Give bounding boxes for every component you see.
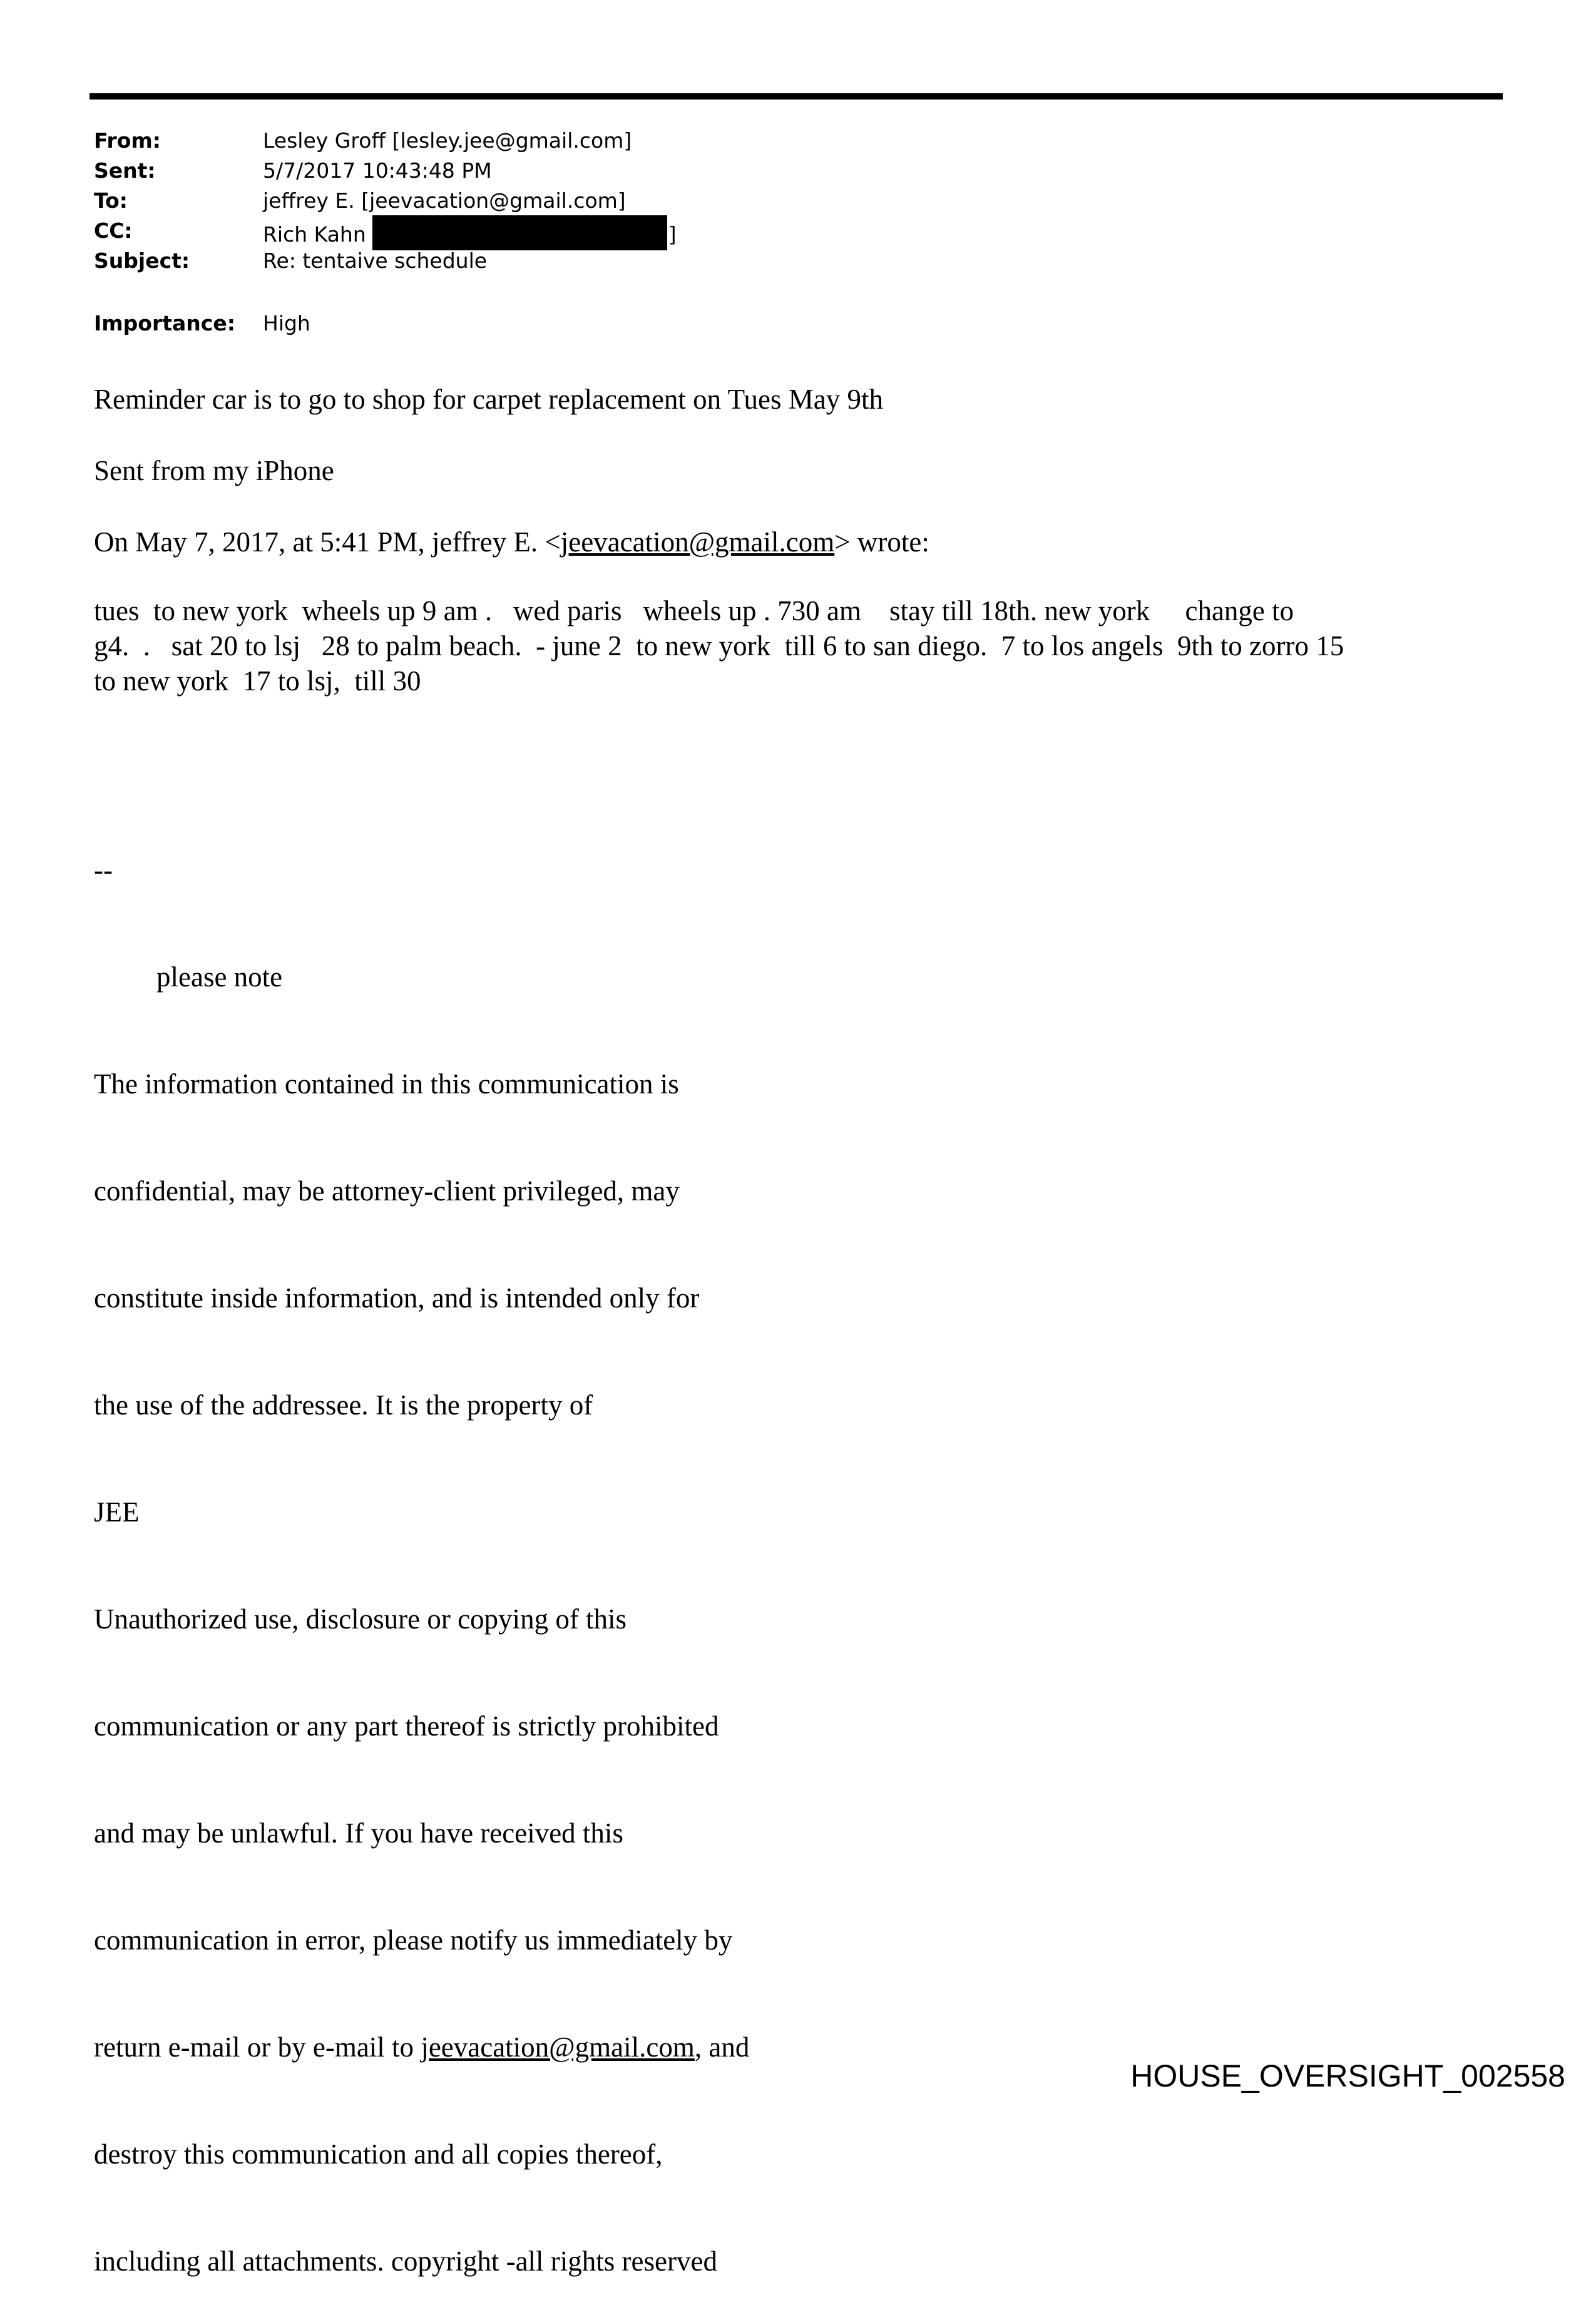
header-rule (90, 93, 1503, 100)
disclaimer-line: communication in error, please notify us immediately by (94, 1924, 733, 1956)
from-row (94, 125, 970, 156)
disclaimer-line: destroy this communication and all copies thereof, (94, 2139, 663, 2170)
quote-intro-after: > wrote: (834, 526, 929, 558)
please-note: please note (156, 961, 283, 993)
from-label: From: (94, 128, 161, 153)
disclaimer-line: constitute inside information, and is intended only for (94, 1282, 700, 1314)
disclaimer-line: confidential, may be attorney-client privileged, may (94, 1175, 680, 1207)
cc-label: CC: (94, 218, 133, 243)
return-after: , and (694, 2031, 750, 2063)
disclaimer-line: JEE (94, 1496, 140, 1528)
sent-value: 5/7/2017 10:43:48 PM (263, 158, 492, 183)
disclaimer-line: The information contained in this communication is (94, 1068, 679, 1100)
to-value: jeffrey E. [jeevacation@gmail.com] (263, 188, 626, 213)
disclaimer-email-link[interactable]: jeevacation@gmail.com (421, 2031, 695, 2063)
schedule-line: to new york 17 to lsj, till 30 (94, 665, 421, 697)
importance-label: Importance: (94, 311, 235, 335)
separator: -- (94, 854, 113, 886)
subject-label: Subject: (94, 248, 190, 273)
disclaimer-line: including all attachments. copyright -all rights reserved (94, 2246, 717, 2277)
cc-bracket: ] (668, 222, 677, 247)
schedule-line: tues to new york wheels up 9 am . wed paris wheels up . 730 am stay till 18th. new york change to (94, 595, 1294, 626)
disclaimer (94, 781, 749, 2315)
cc-row (94, 215, 970, 247)
to-row (94, 185, 970, 217)
disclaimer-line: the use of the addressee. It is the property of (94, 1389, 593, 1421)
disclaimer-line: and may be unlawful. If you have received this (94, 1817, 623, 1849)
importance-value: High (263, 311, 310, 335)
bates-number: HOUSE_OVERSIGHT_002558 (1130, 2058, 1565, 2093)
subject-row (94, 245, 970, 277)
quote-intro-before: On May 7, 2017, at 5:41 PM, jeffrey E. < (94, 526, 561, 558)
disclaimer-line: Unauthorized use, disclosure or copying of this (94, 1603, 627, 1635)
from-value: Lesley Groff [lesley.jee@gmail.com] (263, 128, 632, 153)
to-label: To: (94, 188, 128, 213)
disclaimer-line: communication or any part thereof is strictly prohibited (94, 1710, 719, 1742)
return-before: return e-mail or by e-mail to (94, 2031, 421, 2063)
disclaimer-return-line (94, 2030, 749, 2065)
schedule-line: g4. . sat 20 to lsj 28 to palm beach. - june 2 to new york till 6 to san diego. 7 to los angels 9th to zorro 15 (94, 630, 1344, 662)
subject-value: Re: tentaive schedule (263, 248, 488, 273)
cc-name: Rich Kahn (263, 222, 366, 247)
signature-text: Sent from my iPhone (94, 455, 334, 486)
importance-row (94, 308, 970, 339)
quote-email-link[interactable]: jeevacation@gmail.com (560, 526, 835, 558)
reminder-text: Reminder car is to go to shop for carpet replacement on Tues May 9th (94, 384, 883, 415)
sent-label: Sent: (94, 158, 156, 183)
quote-intro (94, 526, 929, 558)
sent-row (94, 155, 970, 187)
